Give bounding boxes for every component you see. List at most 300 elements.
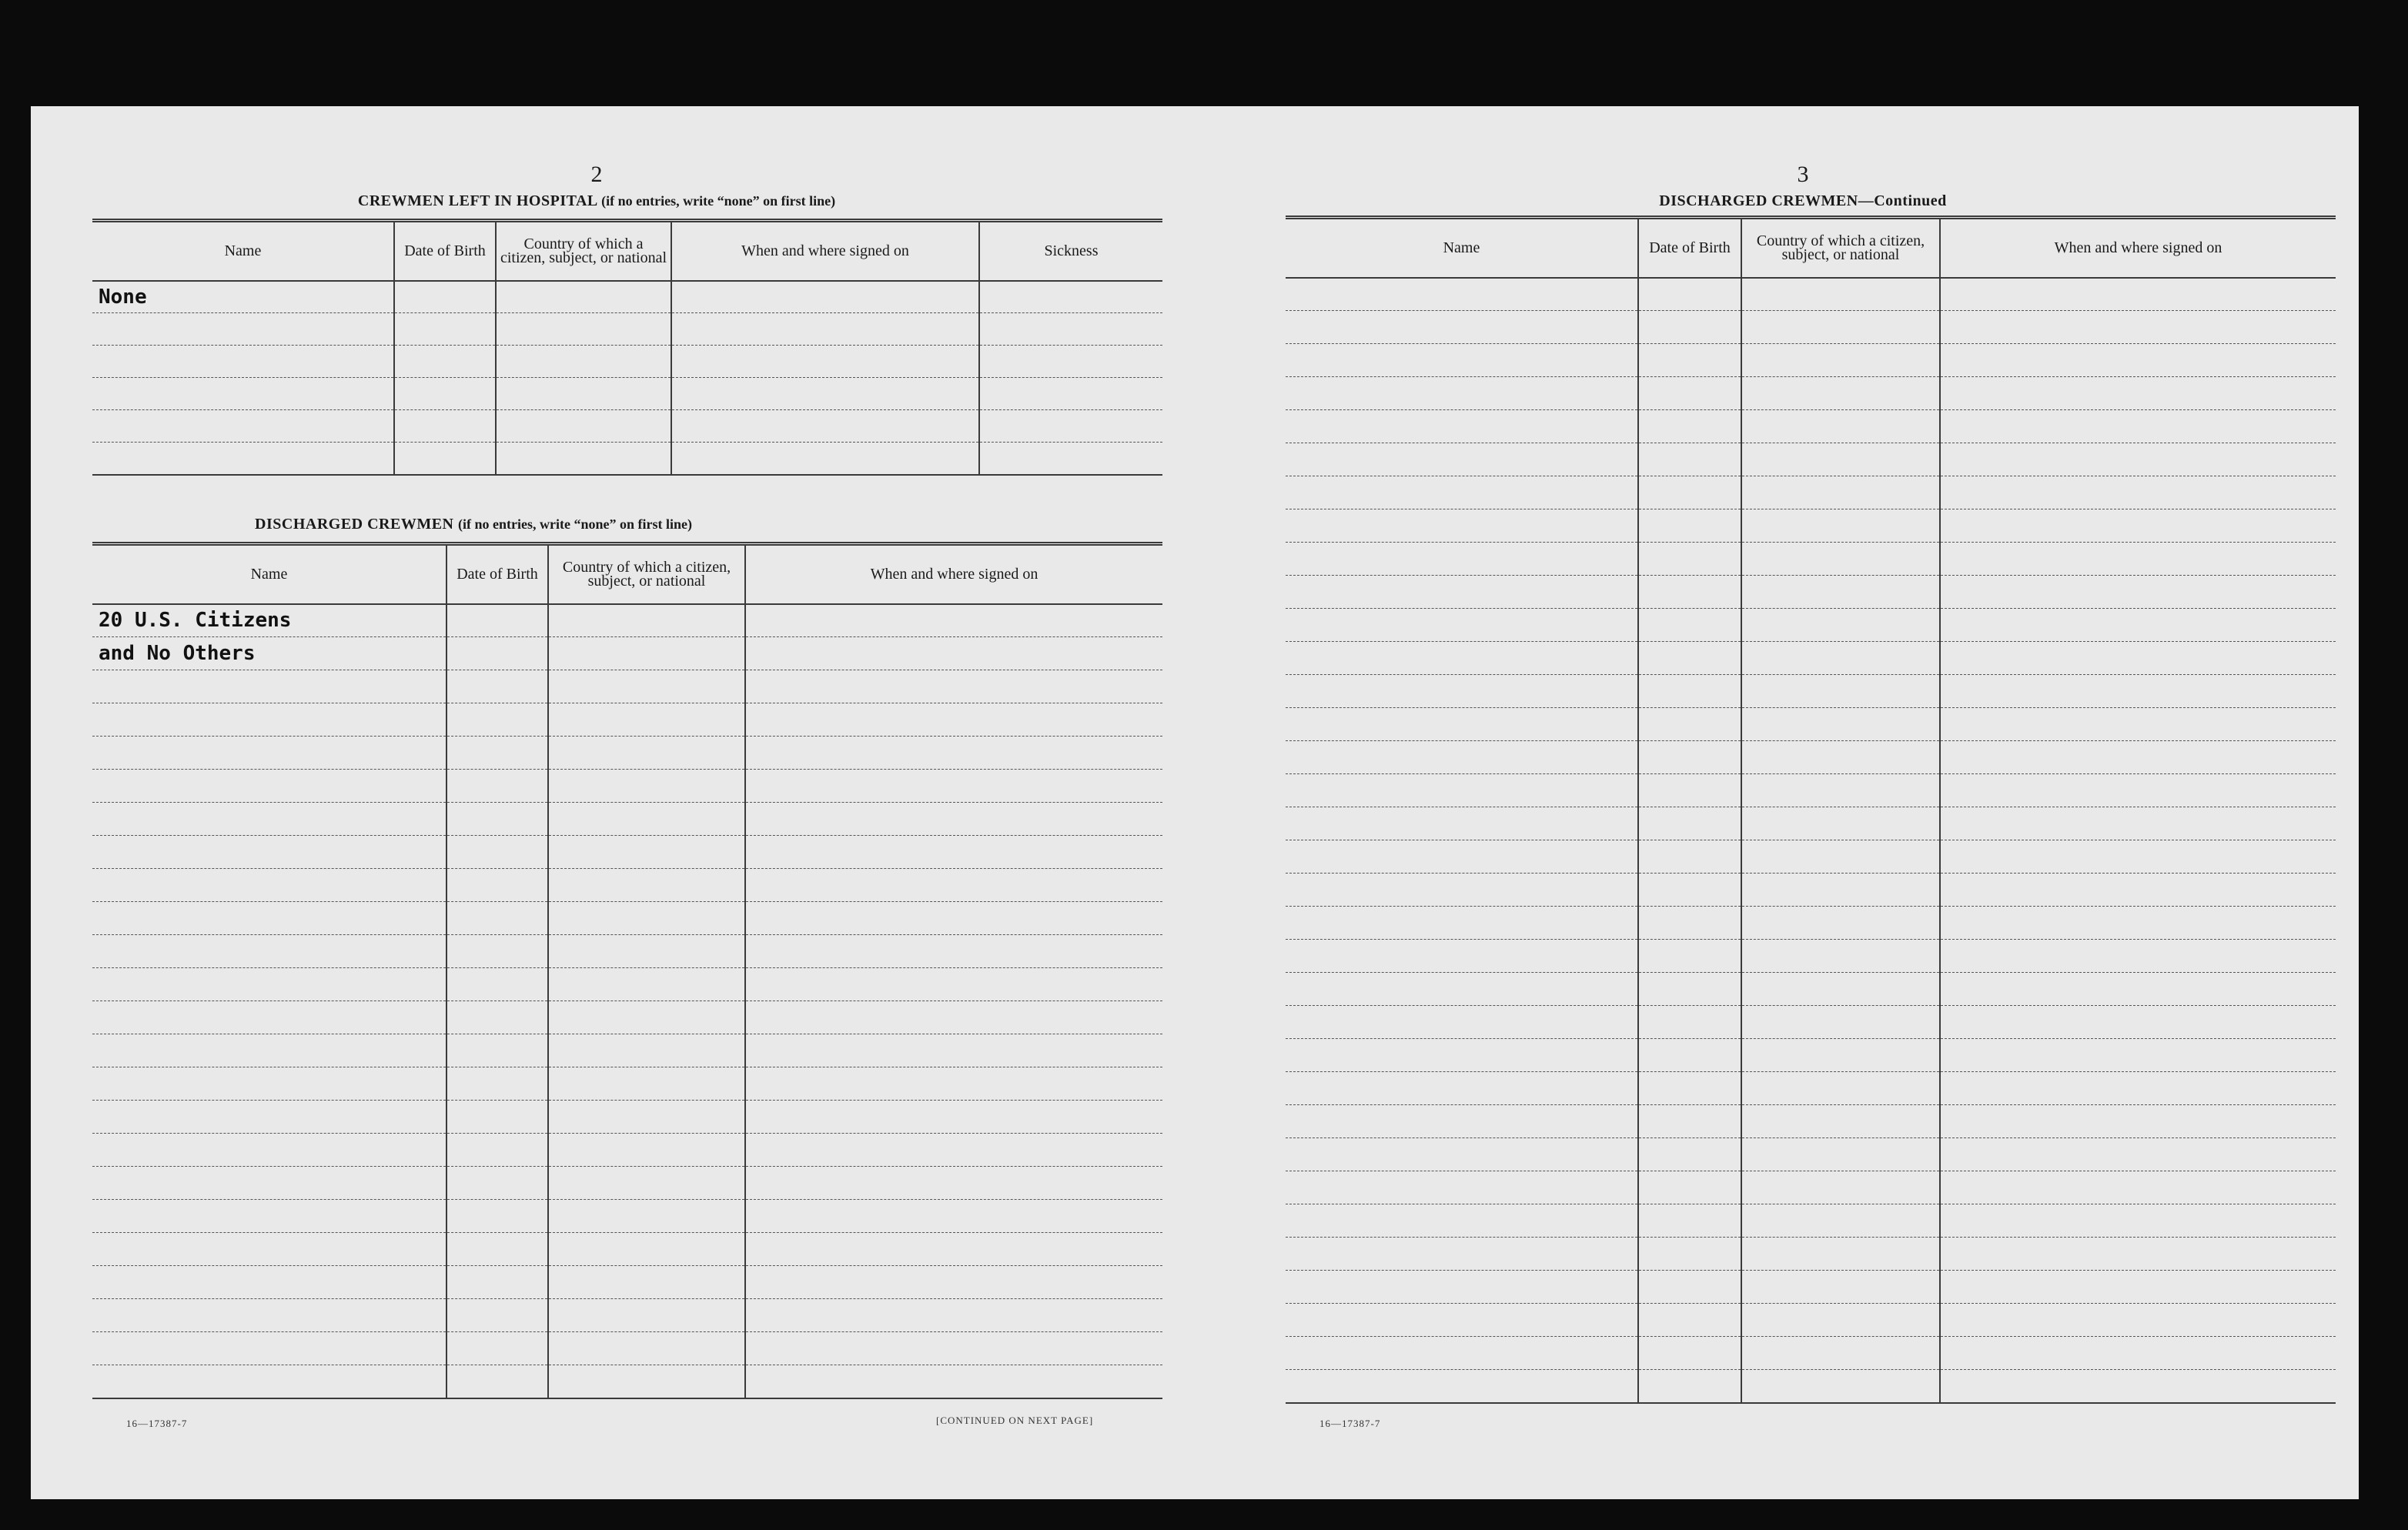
table-row	[1286, 1238, 2336, 1271]
table-cell	[548, 1034, 745, 1067]
table-cell	[1741, 1337, 1940, 1370]
table-cell	[446, 1167, 548, 1200]
table-row	[92, 902, 1162, 935]
table-row	[1286, 377, 2336, 410]
name-cell	[1286, 874, 1638, 907]
col-date-of-birth: Date of Birth	[394, 221, 496, 281]
col-sickness: Sickness	[979, 221, 1162, 281]
table-cell	[446, 604, 548, 637]
table-cell	[446, 869, 548, 902]
table-row	[92, 1365, 1162, 1398]
name-cell	[92, 1001, 446, 1034]
table-cell	[1638, 1138, 1741, 1171]
table-cell	[1638, 278, 1741, 311]
table-cell	[548, 1332, 745, 1365]
table-cell	[394, 443, 496, 475]
col-name: Name	[1443, 239, 1480, 257]
table-row	[92, 770, 1162, 803]
table-cell	[548, 1233, 745, 1266]
table-cell	[745, 1034, 1162, 1067]
table-cell	[1940, 874, 2336, 907]
table-row	[92, 378, 1162, 410]
table-cell	[1940, 1138, 2336, 1171]
table-row	[1286, 1171, 2336, 1204]
table-cell	[1638, 675, 1741, 708]
table-row	[92, 869, 1162, 902]
continued-rows	[1286, 278, 2336, 1403]
table-row	[92, 1134, 1162, 1167]
hospital-title-text: CREWMEN LEFT IN HOSPITAL	[357, 192, 597, 209]
table-cell	[446, 703, 548, 737]
table-row	[1286, 443, 2336, 476]
table-row	[1286, 741, 2336, 774]
table-cell	[446, 1332, 548, 1365]
table-cell	[1741, 708, 1940, 741]
name-cell	[92, 770, 446, 803]
table-cell	[496, 443, 671, 475]
table-cell	[1638, 1072, 1741, 1105]
hospital-rows	[92, 281, 1162, 475]
table-cell	[1638, 1238, 1741, 1271]
table-row	[92, 1167, 1162, 1200]
table-cell	[1741, 543, 1940, 576]
name-cell	[1286, 940, 1638, 973]
table-cell	[1940, 708, 2336, 741]
table-cell	[1940, 1304, 2336, 1337]
table-cell	[1940, 1337, 2336, 1370]
name-cell	[92, 1167, 446, 1200]
name-cell	[1286, 1039, 1638, 1072]
table-cell	[496, 281, 671, 313]
name-cell	[1286, 907, 1638, 940]
table-cell	[671, 378, 979, 410]
table-cell	[446, 935, 548, 968]
table-cell	[446, 637, 548, 670]
table-cell	[446, 1299, 548, 1332]
table-cell	[1940, 1238, 2336, 1271]
table-cell	[1638, 973, 1741, 1006]
col-signed-on: When and where signed on	[1940, 218, 2336, 278]
table-cell	[446, 1067, 548, 1101]
table-cell	[1741, 907, 1940, 940]
table-cell	[446, 968, 548, 1001]
name-cell	[92, 836, 446, 869]
table-cell	[446, 803, 548, 836]
table-cell	[1741, 840, 1940, 874]
table-cell	[1940, 907, 2336, 940]
table-row	[1286, 1370, 2336, 1403]
table-cell	[1940, 675, 2336, 708]
discharged-title-text: DISCHARGED CREWMEN	[255, 516, 454, 533]
table-row	[92, 1001, 1162, 1034]
name-cell	[1286, 609, 1638, 642]
name-cell	[1286, 1171, 1638, 1204]
table-cell	[1638, 609, 1741, 642]
name-cell	[92, 1101, 446, 1134]
table-cell	[1741, 443, 1940, 476]
table-row	[1286, 410, 2336, 443]
table-row	[1286, 708, 2336, 741]
table-cell	[1940, 1039, 2336, 1072]
table-cell	[979, 410, 1162, 443]
table-cell	[548, 902, 745, 935]
table-row	[1286, 840, 2336, 874]
table-cell	[1741, 642, 1940, 675]
name-cell	[92, 313, 394, 346]
table-cell	[745, 803, 1162, 836]
table-cell	[1940, 410, 2336, 443]
table-cell	[1741, 1105, 1940, 1138]
hospital-title-note: (if no entries, write “none” on first line)	[601, 193, 836, 209]
table-cell	[1741, 874, 1940, 907]
continued-table	[1286, 215, 2336, 1404]
table-cell	[745, 1167, 1162, 1200]
table-cell	[1741, 1304, 1940, 1337]
table-cell	[745, 1001, 1162, 1034]
table-cell	[394, 378, 496, 410]
table-cell	[979, 346, 1162, 378]
table-cell	[1940, 543, 2336, 576]
table-row	[92, 1034, 1162, 1067]
discharged-rows	[92, 604, 1162, 1398]
table-cell	[671, 313, 979, 346]
table-cell	[1940, 576, 2336, 609]
table-cell	[548, 703, 745, 737]
discharged-section-title	[0, 516, 1039, 533]
table-cell	[548, 1167, 745, 1200]
table-cell	[1940, 1006, 2336, 1039]
name-cell	[1286, 410, 1638, 443]
col-signed-on: When and where signed on	[671, 221, 979, 281]
table-cell	[1940, 741, 2336, 774]
name-cell	[92, 869, 446, 902]
table-row	[1286, 973, 2336, 1006]
name-cell	[92, 443, 394, 475]
name-cell	[92, 1266, 446, 1299]
table-row	[1286, 576, 2336, 609]
name-cell	[1286, 311, 1638, 344]
name-cell	[92, 1200, 446, 1233]
name-cell	[1286, 741, 1638, 774]
name-cell	[1286, 642, 1638, 675]
table-cell	[446, 1034, 548, 1067]
table-cell	[745, 604, 1162, 637]
table-cell	[1940, 973, 2336, 1006]
table-row	[1286, 1039, 2336, 1072]
table-cell	[1741, 1072, 1940, 1105]
hospital-table	[92, 219, 1162, 476]
name-cell	[92, 803, 446, 836]
name-cell	[92, 1067, 446, 1101]
table-cell	[1741, 1238, 1940, 1271]
table-row	[92, 968, 1162, 1001]
table-cell	[394, 281, 496, 313]
table-row	[92, 410, 1162, 443]
table-row	[92, 1067, 1162, 1101]
table-row	[92, 443, 1162, 475]
table-row	[92, 1233, 1162, 1266]
table-cell	[1940, 476, 2336, 509]
name-cell	[92, 935, 446, 968]
table-cell	[1741, 576, 1940, 609]
name-cell	[1286, 1072, 1638, 1105]
table-cell	[745, 770, 1162, 803]
table-cell	[446, 770, 548, 803]
table-cell	[1638, 543, 1741, 576]
table-cell	[1741, 377, 1940, 410]
table-cell	[1940, 609, 2336, 642]
table-cell	[548, 1067, 745, 1101]
table-cell	[671, 281, 979, 313]
table-row	[1286, 609, 2336, 642]
table-row	[1286, 311, 2336, 344]
name-cell	[1286, 1105, 1638, 1138]
name-cell	[92, 637, 446, 670]
table-cell	[496, 313, 671, 346]
table-cell	[1741, 509, 1940, 543]
table-cell	[1638, 642, 1741, 675]
table-row	[92, 1299, 1162, 1332]
table-cell	[1638, 410, 1741, 443]
name-cell	[92, 670, 446, 703]
typed-entry: and No Others	[99, 642, 256, 665]
name-cell	[1286, 708, 1638, 741]
form-number: 16—17387-7	[126, 1418, 188, 1429]
hospital-section-title	[31, 192, 1162, 210]
table-cell	[745, 869, 1162, 902]
table-cell	[1638, 1105, 1741, 1138]
name-cell	[92, 737, 446, 770]
table-cell	[1741, 1006, 1940, 1039]
discharged-header-row	[92, 544, 1162, 604]
table-row	[1286, 642, 2336, 675]
discharged-table	[92, 542, 1162, 1399]
table-cell	[1638, 476, 1741, 509]
table-row	[92, 1101, 1162, 1134]
table-cell	[745, 1365, 1162, 1398]
continued-note: [CONTINUED ON NEXT PAGE]	[936, 1415, 1094, 1426]
table-cell	[1741, 278, 1940, 311]
name-cell	[92, 1332, 446, 1365]
table-row	[1286, 1337, 2336, 1370]
table-cell	[745, 737, 1162, 770]
table-cell	[979, 443, 1162, 475]
form-sheet	[31, 106, 2359, 1499]
table-cell	[745, 1332, 1162, 1365]
table-cell	[548, 1299, 745, 1332]
table-cell	[548, 770, 745, 803]
table-cell	[1638, 377, 1741, 410]
table-cell	[1741, 1271, 1940, 1304]
col-country: Country of which a citizen, subject, or national	[496, 221, 671, 281]
left-page	[31, 106, 1162, 1499]
table-row	[92, 1266, 1162, 1299]
table-row	[1286, 675, 2336, 708]
table-cell	[1638, 940, 1741, 973]
name-cell	[92, 1365, 446, 1398]
table-cell	[1638, 1337, 1741, 1370]
table-cell	[548, 637, 745, 670]
table-cell	[1940, 344, 2336, 377]
table-cell	[1638, 708, 1741, 741]
col-date-of-birth: Date of Birth	[1638, 218, 1741, 278]
table-cell	[1940, 1370, 2336, 1403]
table-cell	[1940, 1271, 2336, 1304]
name-cell	[92, 1134, 446, 1167]
table-cell	[548, 670, 745, 703]
table-cell	[745, 1067, 1162, 1101]
table-cell	[1638, 840, 1741, 874]
discharged-title-note: (if no entries, write “none” on first line)	[458, 516, 692, 532]
table-cell	[1741, 344, 1940, 377]
name-cell	[92, 968, 446, 1001]
table-row	[1286, 509, 2336, 543]
col-country: Country of which a citizen, subject, or national	[548, 544, 745, 604]
name-cell	[1286, 774, 1638, 807]
table-row	[1286, 543, 2336, 576]
name-cell	[1286, 1006, 1638, 1039]
table-cell	[548, 1101, 745, 1134]
table-cell	[1741, 1171, 1940, 1204]
table-row	[92, 670, 1162, 703]
table-row	[92, 1332, 1162, 1365]
name-cell	[1286, 278, 1638, 311]
table-cell	[446, 1001, 548, 1034]
table-cell	[446, 1233, 548, 1266]
table-cell	[1638, 1171, 1741, 1204]
table-cell	[1741, 609, 1940, 642]
table-cell	[745, 902, 1162, 935]
name-cell	[92, 410, 394, 443]
name-cell	[92, 281, 394, 313]
table-cell	[671, 443, 979, 475]
table-cell	[496, 378, 671, 410]
table-row	[92, 935, 1162, 968]
table-row	[92, 604, 1162, 637]
table-cell	[446, 836, 548, 869]
name-cell	[1286, 377, 1638, 410]
typed-entry: None	[99, 285, 147, 309]
table-cell	[548, 1001, 745, 1034]
table-row	[1286, 1105, 2336, 1138]
table-cell	[1638, 344, 1741, 377]
table-cell	[1638, 807, 1741, 840]
table-cell	[1940, 278, 2336, 311]
col-signed-on: When and where signed on	[745, 544, 1162, 604]
table-cell	[446, 1266, 548, 1299]
table-cell	[1638, 576, 1741, 609]
table-cell	[1638, 874, 1741, 907]
table-row	[92, 703, 1162, 737]
table-row	[1286, 874, 2336, 907]
right-page	[1247, 106, 2359, 1499]
table-cell	[496, 410, 671, 443]
table-cell	[745, 1266, 1162, 1299]
continued-header-row	[1286, 218, 2336, 278]
table-row	[1286, 1138, 2336, 1171]
table-cell	[979, 313, 1162, 346]
name-cell	[92, 1034, 446, 1067]
name-cell	[1286, 675, 1638, 708]
name-cell	[92, 902, 446, 935]
table-row	[92, 737, 1162, 770]
table-row	[92, 836, 1162, 869]
name-cell	[1286, 1138, 1638, 1171]
table-cell	[1638, 907, 1741, 940]
table-cell	[1638, 1304, 1741, 1337]
name-cell	[1286, 1304, 1638, 1337]
table-cell	[1638, 1006, 1741, 1039]
table-row	[92, 1200, 1162, 1233]
table-row	[1286, 1271, 2336, 1304]
table-cell	[1741, 940, 1940, 973]
table-cell	[1638, 1039, 1741, 1072]
table-cell	[979, 281, 1162, 313]
table-cell	[446, 902, 548, 935]
table-cell	[1741, 1204, 1940, 1238]
table-cell	[548, 1365, 745, 1398]
table-cell	[548, 1200, 745, 1233]
table-cell	[1638, 443, 1741, 476]
table-row	[1286, 278, 2336, 311]
col-country: Country of which a citizen, subject, or national	[1741, 218, 1940, 278]
table-cell	[1940, 807, 2336, 840]
table-cell	[1638, 311, 1741, 344]
continued-section-title: DISCHARGED CREWMEN—Continued	[1659, 192, 1947, 209]
name-cell	[1286, 344, 1638, 377]
table-cell	[548, 869, 745, 902]
table-cell	[745, 703, 1162, 737]
table-cell	[446, 737, 548, 770]
table-cell	[446, 670, 548, 703]
table-cell	[446, 1101, 548, 1134]
table-cell	[1741, 774, 1940, 807]
col-name: Name	[224, 242, 262, 260]
table-row	[1286, 774, 2336, 807]
table-row	[1286, 907, 2336, 940]
name-cell	[92, 1233, 446, 1266]
name-cell	[1286, 1204, 1638, 1238]
table-cell	[1741, 973, 1940, 1006]
table-cell	[745, 1134, 1162, 1167]
table-row	[1286, 1304, 2336, 1337]
name-cell	[1286, 807, 1638, 840]
table-cell	[496, 346, 671, 378]
table-row	[1286, 1072, 2336, 1105]
col-name: Name	[250, 566, 288, 583]
table-cell	[394, 346, 496, 378]
table-cell	[671, 346, 979, 378]
table-cell	[1940, 774, 2336, 807]
name-cell	[1286, 1271, 1638, 1304]
page-number: 2	[590, 162, 603, 187]
table-cell	[548, 1266, 745, 1299]
table-row	[1286, 940, 2336, 973]
table-cell	[745, 1299, 1162, 1332]
typed-entry: 20 U.S. Citizens	[99, 609, 292, 633]
name-cell	[1286, 543, 1638, 576]
table-cell	[1940, 443, 2336, 476]
table-row	[92, 637, 1162, 670]
table-cell	[548, 1134, 745, 1167]
table-cell	[1741, 1370, 1940, 1403]
table-cell	[1638, 774, 1741, 807]
name-cell	[1286, 1238, 1638, 1271]
table-cell	[1940, 1072, 2336, 1105]
table-row	[92, 313, 1162, 346]
table-cell	[1940, 311, 2336, 344]
table-cell	[745, 1233, 1162, 1266]
